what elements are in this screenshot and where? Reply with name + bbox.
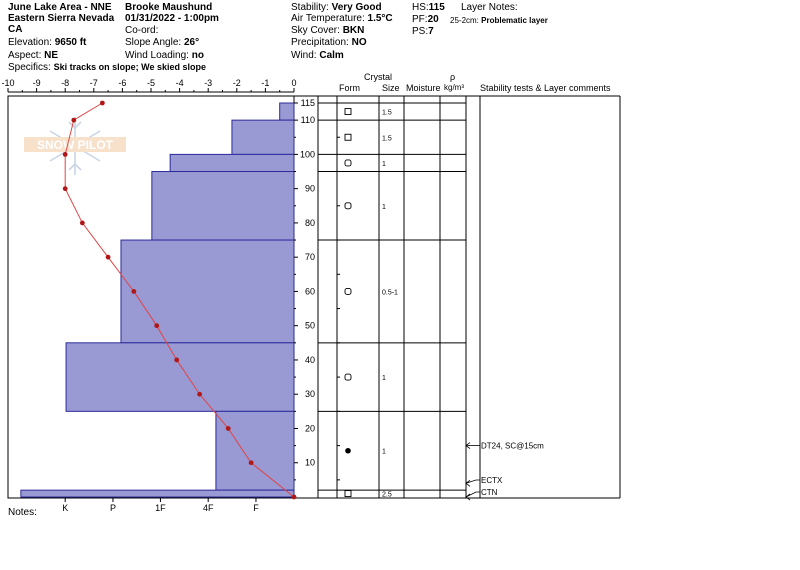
wind-loading-value: no	[191, 50, 204, 61]
layer-size-value: 1	[382, 448, 386, 456]
moisture-header: Moisture	[406, 83, 441, 93]
temperature-point	[197, 392, 202, 397]
stability-test-label: ECTX	[481, 476, 503, 485]
layer-note-range: 25-2cm:	[450, 16, 479, 25]
specifics-label: Specifics:	[8, 62, 51, 73]
pf-value: 20	[427, 14, 439, 25]
layer-form-square	[345, 134, 351, 140]
height-tick-label: 100	[299, 149, 315, 160]
wind-label: Wind:	[291, 50, 317, 61]
temperature-point	[131, 289, 136, 294]
rho-header: ρ	[450, 72, 456, 82]
elevation-label: Elevation:	[8, 37, 52, 48]
precip-label: Precipitation:	[291, 37, 349, 48]
temperature-point	[63, 186, 68, 191]
temperature-tick-label: -5	[146, 78, 156, 88]
hardness-tick-label: K	[62, 503, 69, 513]
hardness-tick-label: F	[253, 503, 259, 513]
temperature-point	[154, 323, 159, 328]
layer-form-rounded	[345, 288, 351, 294]
form-header: Form	[339, 83, 360, 93]
air-temp-value: 1.5°C	[367, 13, 393, 24]
stability-value: Very Good	[331, 2, 382, 13]
height-tick-label: 20	[304, 423, 315, 434]
hardness-tick-label: 1F	[155, 503, 166, 513]
temperature-tick-label: -3	[204, 78, 213, 88]
ps-label: PS:	[412, 26, 429, 37]
elevation-value: 9650 ft	[54, 37, 87, 48]
hardness-layer-bar	[280, 103, 294, 120]
layer-size-value: 1.5	[382, 109, 392, 117]
hardness-layer-bar	[21, 490, 294, 497]
height-axis	[294, 96, 340, 498]
temperature-point	[100, 101, 105, 106]
hardness-tick-label: 4F	[202, 503, 214, 513]
stability-test-arrow-icon	[466, 480, 470, 486]
state-name: CA	[8, 24, 23, 35]
height-tick-label: 30	[304, 389, 315, 400]
size-header: Size	[382, 83, 400, 93]
layer-form-rounded	[345, 374, 351, 380]
temperature-point	[63, 152, 68, 157]
layer-notes-label: Layer Notes:	[461, 2, 518, 13]
hardness-layer-bar	[66, 343, 294, 412]
hs-value: 115	[428, 2, 445, 13]
stability-test-arrow-icon	[466, 494, 470, 500]
hardness-layer-bar	[232, 120, 294, 154]
temperature-point	[174, 358, 179, 363]
layer-form-rounded	[345, 160, 351, 166]
layer-form-rounded	[345, 203, 351, 209]
temperature-point	[80, 221, 85, 226]
hardness-layer-bar	[216, 411, 294, 490]
stability-test-label: CTN	[481, 488, 498, 497]
temperature-tick-label: 0	[291, 78, 297, 88]
temperature-tick-label: -9	[32, 78, 41, 88]
temperature-tick-label: -7	[89, 78, 98, 88]
layer-size-value: 1	[382, 375, 386, 383]
watermark-logo	[24, 117, 126, 175]
height-tick-label: 50	[304, 320, 315, 331]
stability-test-label: DT24, SC@15cm	[481, 441, 544, 451]
aspect-label: Aspect:	[8, 50, 42, 61]
stability-label: Stability:	[291, 2, 329, 13]
hardness-layer-bar	[152, 172, 294, 241]
ps-value: 7	[428, 26, 434, 37]
location-title: June Lake Area - NNE	[8, 2, 112, 13]
crystal-header: Crystal	[364, 72, 393, 82]
temperature-tick-label: -6	[118, 78, 127, 88]
air-temp-label: Air Temperature:	[291, 13, 365, 24]
hardness-tick-label: P	[109, 503, 116, 513]
layer-size-value: 0.5-1	[382, 289, 398, 297]
hardness-axis	[62, 498, 259, 513]
layer-size-value: 1	[382, 203, 386, 211]
height-tick-label: 110	[300, 115, 315, 126]
height-tick-label: 80	[304, 217, 315, 228]
stability-test-markers	[466, 442, 544, 500]
layer-size-value: 1.5	[382, 135, 392, 143]
specifics-value: Ski tracks on slope; We skied slope	[53, 62, 206, 72]
temperature-tick-label: -4	[175, 78, 184, 88]
pf-label: PF:	[412, 14, 428, 25]
hardness-layer-bar	[121, 240, 294, 343]
layer-form-square	[345, 109, 351, 115]
temperature-point	[292, 495, 297, 500]
sky-value: BKN	[342, 25, 365, 36]
layers-frame	[294, 96, 480, 498]
watermark-text: SNOW PILOT	[37, 138, 113, 152]
observer-name: Brooke Maushund	[125, 2, 213, 13]
layer-size-value: 1	[382, 160, 386, 168]
wind-value: Calm	[319, 50, 344, 61]
precip-value: NO	[351, 37, 367, 48]
temperature-tick-label: -8	[61, 78, 70, 88]
wind-loading-label: Wind Loading:	[125, 50, 189, 61]
temperature-point	[249, 460, 254, 465]
height-tick-label: 60	[304, 286, 315, 297]
comments-header: Stability tests & Layer comments	[480, 83, 611, 93]
slope-value: 26°	[183, 37, 200, 48]
layer-note-text: Problematic layer	[481, 16, 548, 25]
layer-table	[318, 103, 466, 499]
comments-frame	[470, 96, 620, 498]
hs-label: HS:	[412, 2, 429, 13]
stability-test-leader	[466, 492, 480, 497]
height-tick-label: 90	[304, 183, 315, 194]
layer-size-value: 2.5	[382, 491, 392, 499]
temperature-tick-label: -2	[232, 78, 241, 88]
temperature-axis	[1, 78, 296, 92]
notes-label: Notes:	[8, 507, 37, 518]
aspect-value: NE	[44, 50, 59, 61]
coord-label: Co-ord:	[125, 25, 159, 36]
temperature-point	[226, 426, 231, 431]
obs-datetime: 01/31/2022 - 1:00pm	[125, 13, 219, 24]
hardness-layers	[21, 103, 294, 497]
height-tick-label: 70	[304, 252, 315, 263]
height-tick-label: 40	[304, 354, 315, 365]
slope-label: Slope Angle:	[125, 37, 182, 48]
sky-label: Sky Cover:	[291, 25, 340, 36]
density-header: kg/m³	[444, 83, 464, 92]
temperature-tick-label: -1	[261, 78, 270, 88]
height-tick-label: 10	[304, 457, 315, 468]
temperature-point	[106, 255, 111, 260]
height-tick-label: 115	[300, 98, 315, 108]
hardness-layer-bar	[170, 154, 294, 171]
layer-form-dot	[345, 448, 351, 454]
range-name: Eastern Sierra Nevada	[8, 13, 115, 24]
temperature-tick-label: -10	[1, 78, 15, 88]
temperature-point	[71, 118, 76, 123]
layer-form-square	[345, 491, 351, 497]
